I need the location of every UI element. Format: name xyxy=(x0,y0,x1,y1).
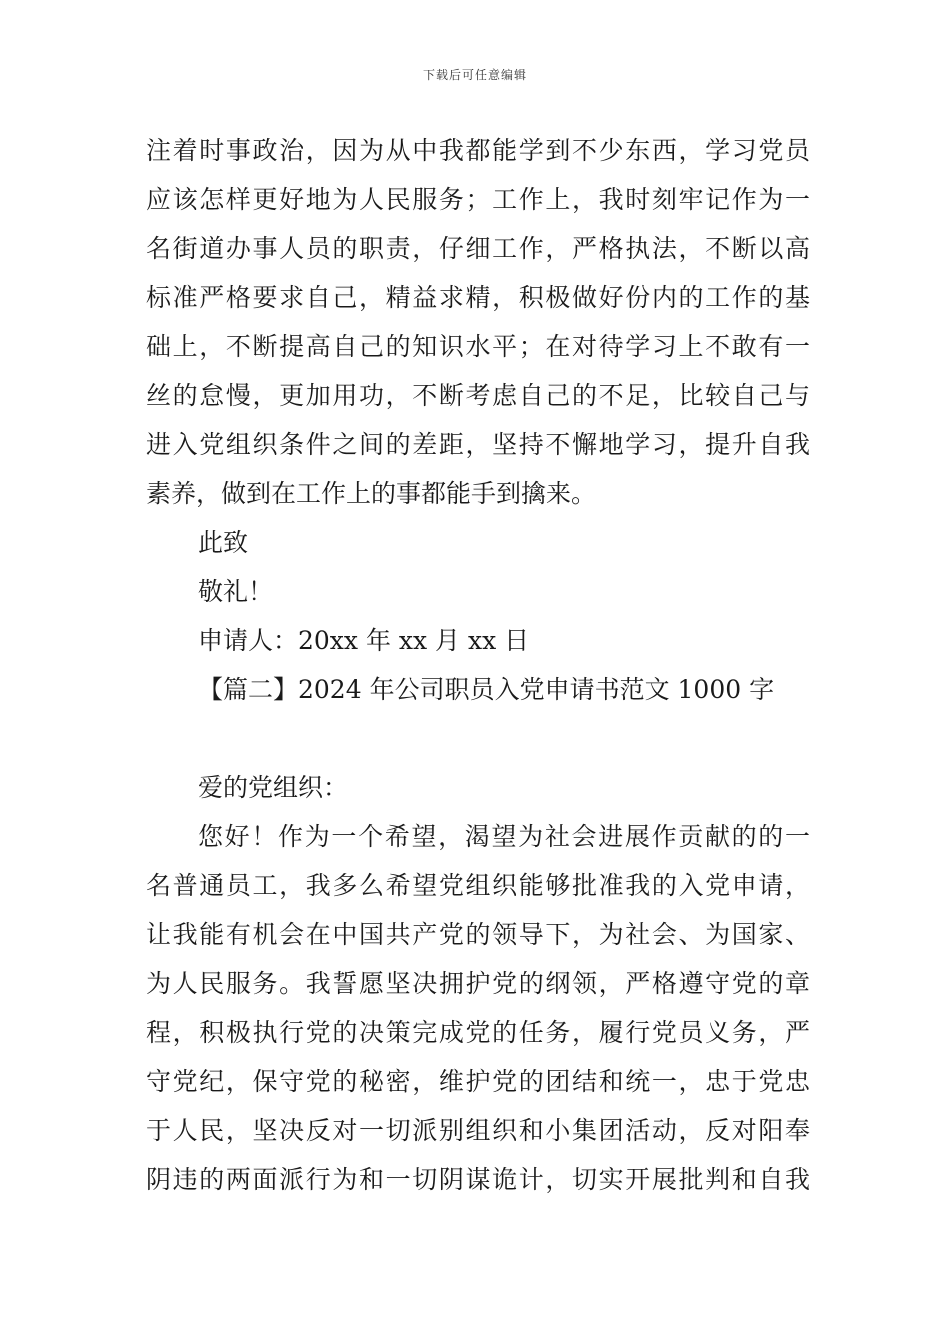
text-line: 为人民服务。我誓愿坚决拥护党的纲领，严格遵守党的章 xyxy=(146,969,810,998)
text-line: 丝的怠慢，更加用功，不断考虑自己的不足，比较自己与 xyxy=(146,381,810,410)
blank-line xyxy=(146,714,810,763)
text-line: 【篇二】2024 年公司职员入党申请书范文 1000 字 xyxy=(198,675,775,704)
text-line: 标准严格要求自己，精益求精，积极做好份内的工作的基 xyxy=(146,283,810,312)
text-line: 让我能有机会在中国共产党的领导下，为社会、为国家、 xyxy=(146,920,810,949)
text-line: 名街道办事人员的职责，仔细工作，严格执法，不断以高 xyxy=(146,234,810,263)
page-header: 下载后可任意编辑 xyxy=(422,68,527,82)
document-body xyxy=(146,126,810,1204)
text-line: 注着时事政治，因为从中我都能学到不少东西，学习党员 xyxy=(146,136,810,165)
text-line: 应该怎样更好地为人民服务；工作上，我时刻牢记作为一 xyxy=(146,185,810,214)
text-line: 爱的党组织： xyxy=(198,773,349,802)
text-line: 进入党组织条件之间的差距，坚持不懈地学习，提升自我 xyxy=(146,430,810,459)
text-line: 您好！作为一个希望，渴望为社会进展作贡献的的一 xyxy=(198,822,810,851)
text-line: 此致 xyxy=(198,528,249,557)
text-line: 阴违的两面派行为和一切阴谋诡计，切实开展批判和自我 xyxy=(146,1165,810,1194)
text-line: 于人民，坚决反对一切派别组织和小集团活动，反对阳奉 xyxy=(146,1116,810,1145)
text-line: 素养，做到在工作上的事都能手到擒来。 xyxy=(146,479,597,508)
text-line: 础上，不断提高自己的知识水平；在对待学习上不敢有一 xyxy=(146,332,810,361)
text-line: 申请人：20xx 年 xx 月 xx 日 xyxy=(198,626,530,655)
text-line: 敬礼！ xyxy=(198,577,274,606)
text-line: 程，积极执行党的决策完成党的任务，履行党员义务，严 xyxy=(146,1018,810,1047)
text-line: 守党纪，保守党的秘密，维护党的团结和统一，忠于党忠 xyxy=(146,1067,810,1096)
text-line: 名普通员工，我多么希望党组织能够批准我的入党申请， xyxy=(146,871,810,900)
